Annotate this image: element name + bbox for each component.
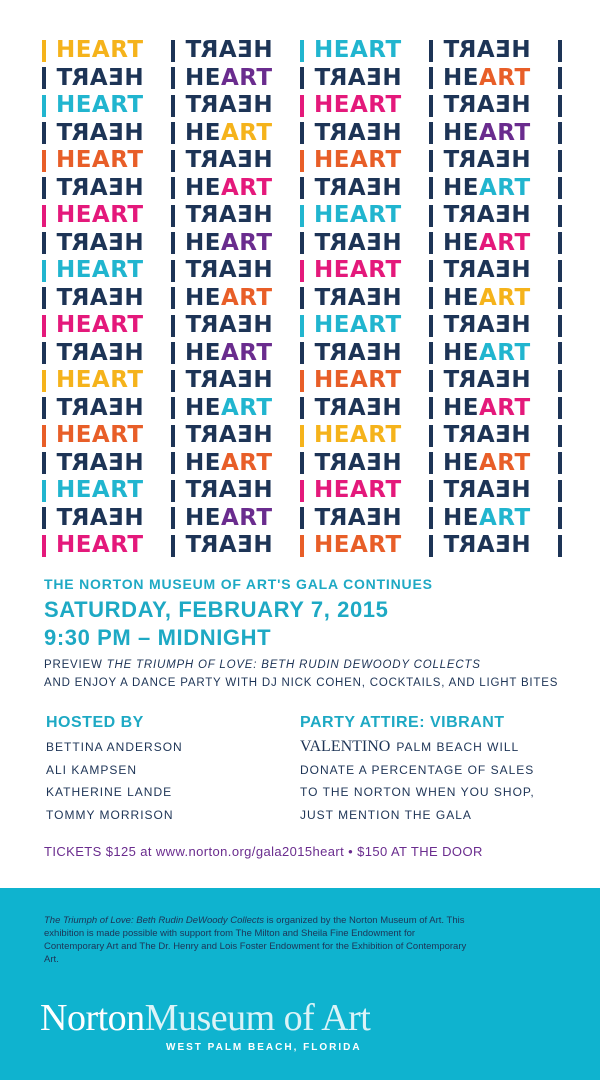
heart-word-mirrored — [443, 149, 558, 172]
divider-bar — [558, 452, 562, 474]
heart-prefix: HE — [184, 174, 221, 201]
preview-prefix: PREVIEW — [44, 659, 107, 671]
divider-bar — [429, 507, 433, 529]
mirrored-text: HEART — [443, 202, 531, 229]
heart-word-mirrored — [443, 534, 558, 557]
heart-word-split — [443, 284, 558, 311]
event-time: 9:30 PM – MIDNIGHT — [44, 625, 272, 650]
mirrored-text: HEART — [314, 394, 402, 421]
mirrored-text: HEART — [184, 422, 273, 449]
heart-word: HEART — [55, 367, 144, 394]
heart-word: HEART — [314, 257, 402, 284]
heart-word-mirrored — [55, 284, 171, 311]
mirrored-text: HEART — [443, 422, 531, 449]
preview-line — [44, 659, 574, 671]
heart-word-mirrored — [443, 369, 558, 392]
heart-word-mirrored — [185, 39, 300, 62]
mirrored-text: HEART — [443, 147, 531, 174]
mirrored-text: HEART — [184, 477, 273, 504]
heart-word: HEART — [55, 477, 144, 504]
logo-museum-of-art: Museum of Art — [144, 997, 371, 1039]
mirrored-text: HEART — [55, 229, 144, 256]
heart-word-mirrored — [185, 149, 300, 172]
host-name: ALI KAMPSEN — [46, 762, 138, 777]
heart-word-split — [184, 394, 300, 421]
heart-word-mirrored — [55, 229, 171, 256]
divider-bar — [171, 425, 175, 447]
heart-word: HEART — [55, 422, 144, 449]
heart-word-mirrored — [55, 504, 171, 531]
mirrored-text: HEART — [443, 37, 531, 64]
heart-word-split — [184, 504, 300, 531]
heart-suffix: ART — [220, 449, 273, 476]
heart-row — [42, 92, 562, 120]
heart-word-split — [443, 449, 558, 476]
heart-word-mirrored — [55, 174, 171, 201]
heart-word-mirrored — [314, 174, 429, 201]
event-date: SATURDAY, FEBRUARY 7, 2015 — [44, 597, 389, 622]
heart-word: HEART — [314, 312, 402, 339]
heart-word: HEART — [55, 202, 144, 229]
heart-word-mirrored — [185, 424, 300, 447]
heart-word-split — [443, 174, 558, 201]
divider-bar — [558, 95, 562, 117]
divider-bar — [429, 67, 433, 89]
divider-bar — [558, 67, 562, 89]
divider-bar — [429, 425, 433, 447]
divider-bar — [558, 370, 562, 392]
heart-word-mirrored — [314, 394, 429, 421]
heart-word-mirrored — [443, 259, 558, 282]
divider-bar — [42, 535, 46, 557]
heart-row — [42, 120, 562, 148]
party-attire-heading: PARTY ATTIRE: VIBRANT — [300, 714, 505, 731]
heart-row — [42, 395, 562, 423]
divider-bar — [429, 287, 433, 309]
heart-suffix: ART — [478, 229, 531, 256]
divider-bar — [42, 342, 46, 364]
heart-prefix: HE — [184, 64, 221, 91]
heart-word-mirrored — [185, 314, 300, 337]
heart-row — [42, 37, 562, 65]
divider-bar — [300, 150, 304, 172]
divider-bar — [429, 122, 433, 144]
heart-word-mirrored — [314, 229, 429, 256]
heart-word-mirrored — [55, 449, 171, 476]
divider-bar — [42, 315, 46, 337]
mirrored-text: HEART — [314, 64, 402, 91]
heart-pattern-grid — [42, 37, 562, 560]
heart-word-split — [184, 284, 300, 311]
divider-bar — [171, 315, 175, 337]
footer-credit — [44, 914, 474, 966]
mirrored-text: HEART — [55, 64, 144, 91]
divider-bar — [300, 425, 304, 447]
mirrored-text: HEART — [55, 504, 144, 531]
mirrored-text: HEART — [184, 532, 273, 559]
heart-row — [42, 505, 562, 533]
heart-suffix: ART — [478, 449, 531, 476]
heart-prefix: HE — [184, 339, 221, 366]
divider-bar — [558, 397, 562, 419]
heart-prefix: HE — [184, 119, 221, 146]
divider-bar — [558, 150, 562, 172]
divider-bar — [300, 260, 304, 282]
mirrored-text: HEART — [443, 367, 531, 394]
heart-suffix: ART — [478, 394, 531, 421]
divider-bar — [558, 507, 562, 529]
mirrored-text: HEART — [443, 92, 531, 119]
heart-word: HEART — [314, 477, 402, 504]
exhibition-title: THE TRIUMPH OF LOVE: BETH RUDIN DEWOODY COLLECTS — [106, 659, 481, 671]
location-text: WEST PALM BEACH, FLORIDA — [166, 1042, 362, 1053]
attire-line: DONATE A PERCENTAGE OF SALES — [300, 762, 535, 777]
heart-word-split — [184, 64, 300, 91]
mirrored-text: HEART — [55, 284, 144, 311]
mirrored-text: HEART — [184, 37, 273, 64]
divider-bar — [42, 370, 46, 392]
heart-prefix: HE — [184, 284, 221, 311]
heart-prefix: HE — [443, 174, 479, 201]
divider-bar — [429, 535, 433, 557]
divider-bar — [42, 232, 46, 254]
heart-word-mirrored — [185, 479, 300, 502]
hosted-by-heading: HOSTED BY — [46, 714, 144, 731]
divider-bar — [558, 260, 562, 282]
divider-bar — [300, 205, 304, 227]
attire-line: TO THE NORTON WHEN YOU SHOP, — [300, 785, 535, 799]
heart-word: HEART — [314, 367, 402, 394]
party-attire-section — [300, 714, 580, 826]
heart-word: HEART — [314, 532, 402, 559]
heart-word-mirrored — [443, 479, 558, 502]
heart-word-split — [443, 339, 558, 366]
heart-word-split — [443, 504, 558, 531]
divider-bar — [42, 260, 46, 282]
heart-row — [42, 230, 562, 258]
heart-word-mirrored — [443, 94, 558, 117]
heart-word-split — [184, 449, 300, 476]
divider-bar — [429, 150, 433, 172]
heart-row — [42, 65, 562, 93]
divider-bar — [429, 177, 433, 199]
heart-prefix: HE — [443, 339, 479, 366]
divider-bar — [171, 40, 175, 62]
divider-bar — [171, 287, 175, 309]
divider-bar — [429, 342, 433, 364]
divider-bar — [42, 67, 46, 89]
dance-party-line: AND ENJOY A DANCE PARTY WITH DJ NICK COHEN, COCKTAILS, AND LIGHT BITES — [44, 677, 559, 689]
mirrored-text: HEART — [314, 449, 402, 476]
heart-row — [42, 257, 562, 285]
mirrored-text: HEART — [443, 532, 531, 559]
heart-word: HEART — [314, 422, 402, 449]
heart-word-mirrored — [443, 204, 558, 227]
divider-bar — [300, 342, 304, 364]
heart-suffix: ART — [220, 504, 273, 531]
divider-bar — [42, 150, 46, 172]
heart-prefix: HE — [443, 284, 479, 311]
mirrored-text: HEART — [443, 312, 531, 339]
mirrored-text: HEART — [314, 339, 402, 366]
divider-bar — [171, 232, 175, 254]
heart-prefix: HE — [184, 449, 221, 476]
heart-word: HEART — [55, 532, 144, 559]
divider-bar — [300, 507, 304, 529]
heart-word-mirrored — [185, 94, 300, 117]
heart-word: HEART — [55, 92, 144, 119]
heart-word: HEART — [314, 92, 402, 119]
divider-bar — [429, 480, 433, 502]
divider-bar — [171, 507, 175, 529]
heart-row — [42, 175, 562, 203]
heart-prefix: HE — [443, 449, 479, 476]
host-name: KATHERINE LANDE — [46, 785, 173, 799]
divider-bar — [300, 287, 304, 309]
heart-word-mirrored — [55, 394, 171, 421]
divider-bar — [42, 452, 46, 474]
mirrored-text: HEART — [314, 284, 402, 311]
divider-bar — [429, 397, 433, 419]
divider-bar — [558, 177, 562, 199]
divider-bar — [171, 260, 175, 282]
mirrored-text: HEART — [55, 119, 144, 146]
divider-bar — [429, 205, 433, 227]
attire-line — [300, 736, 580, 759]
divider-bar — [171, 480, 175, 502]
hosted-by-section — [46, 714, 276, 826]
heart-suffix: ART — [478, 284, 531, 311]
divider-bar — [300, 122, 304, 144]
divider-bar — [300, 315, 304, 337]
heart-suffix: ART — [478, 119, 531, 146]
mirrored-text: HEART — [443, 477, 531, 504]
heart-row — [42, 422, 562, 450]
host-name: BETTINA ANDERSON — [46, 740, 183, 754]
attire-line-rest: PALM BEACH WILL — [396, 740, 520, 754]
divider-bar — [42, 95, 46, 117]
divider-bar — [171, 95, 175, 117]
divider-bar — [558, 205, 562, 227]
divider-bar — [171, 67, 175, 89]
heart-word-mirrored — [185, 259, 300, 282]
heart-prefix: HE — [184, 229, 221, 256]
footer-band — [0, 888, 600, 1080]
mirrored-text: HEART — [184, 147, 273, 174]
heart-suffix: ART — [478, 174, 531, 201]
divider-bar — [558, 232, 562, 254]
heart-word-mirrored — [55, 119, 171, 146]
divider-bar — [429, 260, 433, 282]
heart-word: HEART — [55, 257, 144, 284]
divider-bar — [300, 67, 304, 89]
divider-bar — [558, 342, 562, 364]
heart-word-mirrored — [185, 534, 300, 557]
heart-word-mirrored — [314, 119, 429, 146]
divider-bar — [300, 480, 304, 502]
divider-bar — [42, 480, 46, 502]
heart-word-mirrored — [443, 314, 558, 337]
divider-bar — [171, 370, 175, 392]
mirrored-text: HEART — [184, 312, 273, 339]
heart-suffix: ART — [220, 339, 273, 366]
heart-prefix: HE — [184, 394, 221, 421]
heart-word: HEART — [55, 312, 144, 339]
divider-bar — [42, 40, 46, 62]
divider-bar — [429, 40, 433, 62]
divider-bar — [558, 315, 562, 337]
divider-bar — [171, 452, 175, 474]
heart-prefix: HE — [443, 119, 479, 146]
divider-bar — [171, 122, 175, 144]
divider-bar — [429, 452, 433, 474]
heart-word-mirrored — [443, 39, 558, 62]
heart-row — [42, 147, 562, 175]
heart-suffix: ART — [220, 174, 273, 201]
credit-exhibition-title: The Triumph of Love: Beth Rudin DeWoody Collects — [44, 915, 265, 926]
heart-word-mirrored — [314, 284, 429, 311]
heart-word-split — [443, 394, 558, 421]
event-info — [44, 576, 574, 689]
heart-word: HEART — [314, 147, 402, 174]
heart-suffix: ART — [220, 119, 273, 146]
divider-bar — [429, 315, 433, 337]
heart-row — [42, 450, 562, 478]
divider-bar — [300, 232, 304, 254]
mirrored-text: HEART — [314, 229, 402, 256]
heart-suffix: ART — [220, 284, 273, 311]
heart-word-mirrored — [314, 339, 429, 366]
divider-bar — [300, 397, 304, 419]
divider-bar — [171, 535, 175, 557]
divider-bar — [42, 507, 46, 529]
divider-bar — [171, 342, 175, 364]
divider-bar — [300, 40, 304, 62]
mirrored-text: HEART — [184, 257, 273, 284]
heart-word-mirrored — [314, 504, 429, 531]
heart-word-split — [184, 339, 300, 366]
heart-word-split — [443, 119, 558, 146]
heart-row — [42, 340, 562, 368]
divider-bar — [558, 535, 562, 557]
valentino-logo: VALENTINO — [300, 738, 391, 755]
heart-word-mirrored — [443, 424, 558, 447]
divider-bar — [42, 177, 46, 199]
heart-suffix: ART — [220, 394, 273, 421]
heart-row — [42, 477, 562, 505]
divider-bar — [300, 452, 304, 474]
heart-word-split — [443, 64, 558, 91]
heart-prefix: HE — [443, 394, 479, 421]
heart-word-split — [184, 174, 300, 201]
mirrored-text: HEART — [314, 174, 402, 201]
divider-bar — [558, 40, 562, 62]
heart-row — [42, 367, 562, 395]
credit-text: is organized by the Norton Museum of Art. This exhibition is made possible with support from The Milton and Sheila Fine Endowment for Contemporary Art and The Dr. Henry and Lois Foster Endowment for the Exhibition of Contemporary Art. — [44, 915, 467, 965]
mirrored-text: HEART — [55, 339, 144, 366]
heart-suffix: ART — [478, 64, 531, 91]
divider-bar — [42, 287, 46, 309]
heart-word-mirrored — [185, 204, 300, 227]
divider-bar — [42, 205, 46, 227]
divider-bar — [300, 95, 304, 117]
heart-word-split — [184, 229, 300, 256]
divider-bar — [300, 535, 304, 557]
tickets-line: TICKETS $125 at www.norton.org/gala2015heart • $150 AT THE DOOR — [44, 844, 483, 859]
mirrored-text: HEART — [314, 504, 402, 531]
divider-bar — [42, 122, 46, 144]
heart-prefix: HE — [443, 229, 479, 256]
divider-bar — [300, 370, 304, 392]
heart-word-mirrored — [314, 64, 429, 91]
heart-prefix: HE — [443, 64, 479, 91]
heart-word-mirrored — [185, 369, 300, 392]
divider-bar — [558, 480, 562, 502]
divider-bar — [558, 425, 562, 447]
host-name: TOMMY MORRISON — [46, 807, 174, 822]
mirrored-text: HEART — [314, 119, 402, 146]
norton-museum-logo — [40, 996, 370, 1040]
divider-bar — [42, 397, 46, 419]
heart-word-mirrored — [314, 449, 429, 476]
heart-suffix: ART — [478, 504, 531, 531]
divider-bar — [171, 177, 175, 199]
heart-row — [42, 532, 562, 560]
mirrored-text: HEART — [184, 202, 273, 229]
logo-norton: Norton — [40, 997, 145, 1039]
heart-word: HEART — [314, 37, 402, 64]
mirrored-text: HEART — [443, 257, 531, 284]
attire-line: JUST MENTION THE GALA — [300, 807, 472, 822]
divider-bar — [171, 205, 175, 227]
divider-bar — [300, 177, 304, 199]
divider-bar — [429, 232, 433, 254]
divider-bar — [429, 370, 433, 392]
mirrored-text: HEART — [55, 449, 144, 476]
heart-word-split — [443, 229, 558, 256]
mirrored-text: HEART — [184, 367, 273, 394]
divider-bar — [558, 122, 562, 144]
mirrored-text: HEART — [55, 394, 144, 421]
heart-row — [42, 312, 562, 340]
divider-bar — [171, 397, 175, 419]
gala-continues-heading: THE NORTON MUSEUM OF ART'S GALA CONTINUES — [44, 576, 433, 592]
divider-bar — [558, 287, 562, 309]
heart-suffix: ART — [220, 229, 273, 256]
divider-bar — [42, 425, 46, 447]
heart-row — [42, 285, 562, 313]
divider-bar — [171, 150, 175, 172]
heart-word-mirrored — [55, 64, 171, 91]
heart-prefix: HE — [184, 504, 221, 531]
heart-prefix: HE — [443, 504, 479, 531]
heart-word-split — [184, 119, 300, 146]
heart-row — [42, 202, 562, 230]
mirrored-text: HEART — [55, 174, 144, 201]
heart-suffix: ART — [220, 64, 273, 91]
divider-bar — [429, 95, 433, 117]
heart-word: HEART — [55, 37, 144, 64]
heart-word-mirrored — [55, 339, 171, 366]
heart-suffix: ART — [478, 339, 531, 366]
heart-word: HEART — [314, 202, 402, 229]
mirrored-text: HEART — [184, 92, 273, 119]
heart-word: HEART — [55, 147, 144, 174]
